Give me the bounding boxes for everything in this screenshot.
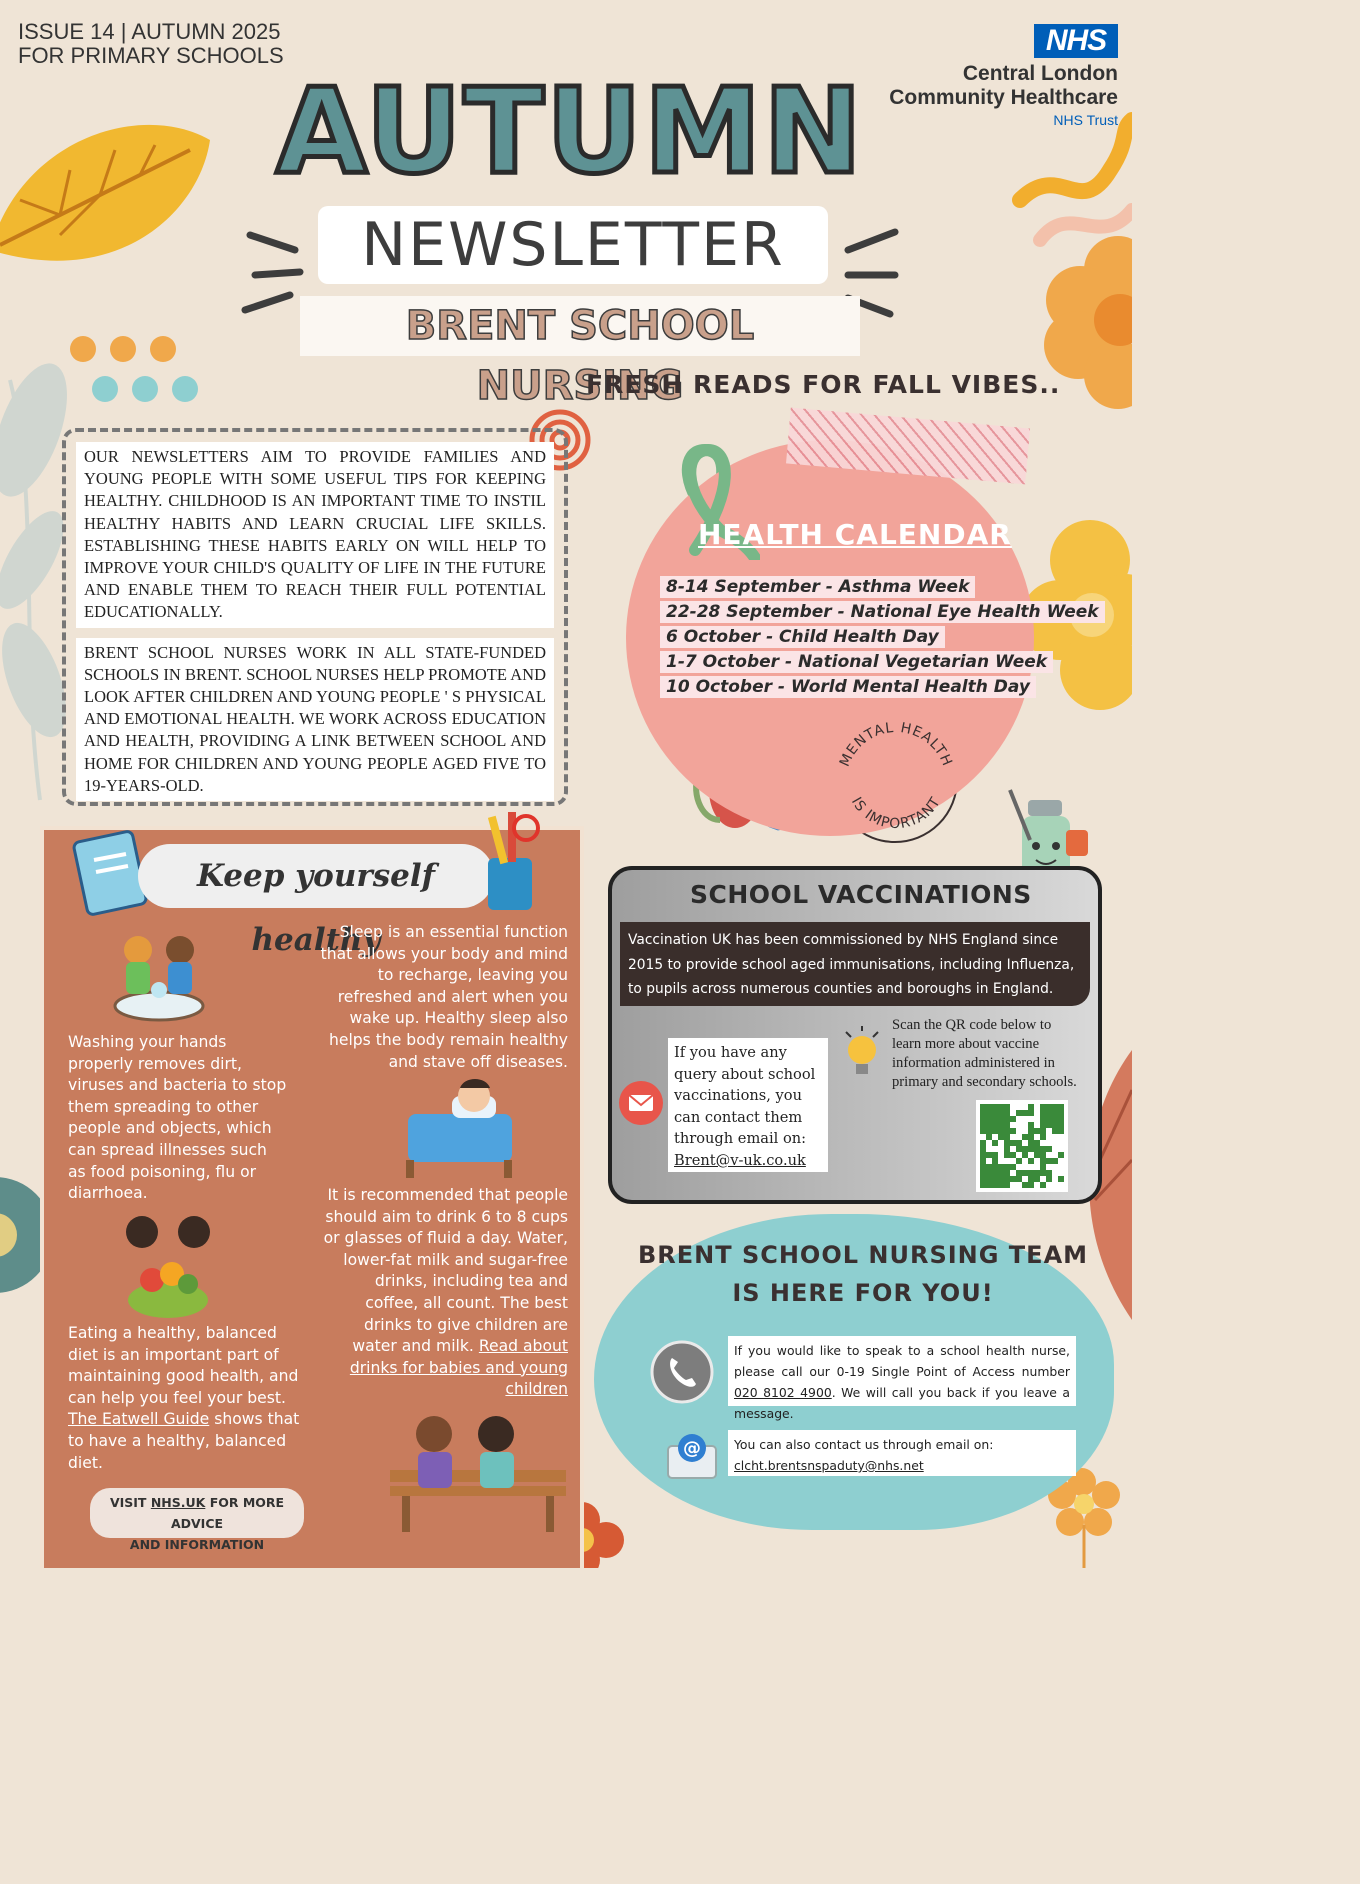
issue-line: ISSUE 14 | AUTUMN 2025 [18,19,281,44]
tagline: FRESH READS FOR FALL VIBES.. [586,370,1061,399]
calendar-item[interactable]: 22-28 September - National Eye Health Week [660,601,1105,623]
eatwell-guide-link[interactable]: The Eatwell Guide [68,1410,210,1429]
email-contact-box [728,1430,1076,1476]
visit-line2: AND INFORMATION [129,1537,265,1552]
svg-text:@: @ [683,1438,701,1459]
health-calendar-heading: HEALTH CALENDAR [698,518,1012,551]
calendar-item[interactable]: 10 October - World Mental Health Day [660,676,1036,698]
sleeping-child-illustration [404,1074,516,1180]
phone-text: If you would like to speak to a school health nurse, please call our 0-19 Single Point of Access number [734,1343,1070,1379]
kids-on-bench-illustration [384,1408,574,1534]
handwashing-illustration [104,926,214,1032]
intro-box [62,428,568,806]
yellow-leaf-icon [0,125,210,261]
drinks-paragraph: It is recommended that people should aim to drink 6 to 8 cups or glasses of fluid a day. Water, lower-fat milk and sugar-free drinks, including tea and coffee, all count. The best drinks to give children are water and milk. [323,1186,568,1356]
visit-post: FOR MORE ADVICE [170,1495,285,1531]
school-vaccinations-title: SCHOOL VACCINATIONS [690,880,1032,909]
visit-pre: VISIT [109,1495,147,1510]
keep-healthy-title: Keep yourself healthy [138,844,494,908]
mail-icon [618,1080,664,1126]
pencil-cup-icon [478,806,548,916]
yellow-squiggle-icon [1020,120,1132,200]
drinks-text [318,1185,568,1401]
intro-paragraph: BRENT SCHOOL NURSES WORK IN ALL STATE-FUNDED SCHOOLS IN BRENT. SCHOOL NURSES HELP PROMOTE AND LOOK AFTER CHILDREN AND YOUNG PEOPLE ' S PHYSICAL AND EMOTIONAL HEALTH. WE WORK ACROSS EDUCATION AND HEALTH, PROVIDING A LINK BETWEEN SCHOOL AND HOME FOR CHILDREN AND YOUNG PEOPLE AGED FIVE TO 19-YEARS-OLD. [76,638,554,801]
handwashing-text: Washing your hands properly removes dirt, viruses and bacteria to stop them spreading to other people and objects, which can spread illnesses such as food poisoning, flu or diarrhoea. [68,1033,287,1203]
trust-name-line1: Central London [962,62,1118,85]
nhs-uk-link[interactable]: NHS.UK [150,1495,206,1510]
vaccination-email-link[interactable]: Brent@v-uk.co.uk [674,1151,806,1169]
title-brent-school-nursing: BRENT SCHOOL NURSING [300,296,860,356]
phone-number-link[interactable]: 020 8102 4900 [734,1385,832,1400]
sleep-text: Sleep is an essential function that allows your body and mind to recharge, leaving you refreshed and alert when you wake up. Healthy sleep also helps the body remain healthy and stave off diseases. [320,923,568,1071]
trust-name-line2: Community Healthcare [889,86,1118,109]
calendar-item: 6 October - Child Health Day [660,626,945,648]
team-email-link[interactable]: clcht.brentsnspaduty@nhs.net [734,1458,924,1473]
trust-subtitle: NHS Trust [1053,112,1118,128]
qr-code-pattern [980,1104,1064,1188]
title-newsletter: NEWSLETTER [318,206,828,284]
phone-text-end: . We will call you back if you leave a message. [734,1385,1071,1421]
nursing-team-title-line1: BRENT SCHOOL NURSING TEAM [637,1241,1089,1269]
svg-text:IS IMPORTANT [848,794,944,832]
calendar-item: 1-7 October - National Vegetarian Week [660,651,1053,673]
vaccination-query-text: If you have any query about school vaccinations, you can contact them through email on: [674,1044,816,1148]
nursing-team-title [628,1236,1098,1312]
nhs-logo: NHS [1034,24,1118,58]
email-at-icon [664,1430,720,1482]
nursing-team-title-line2: IS HERE FOR YOU! [732,1279,994,1307]
health-calendar-list [660,576,1105,701]
diet-text [68,1323,304,1474]
mental-health-badge [826,712,966,852]
email-text: You can also contact us through email on: [734,1437,994,1452]
vaccination-query-box [668,1038,828,1172]
peach-squiggle-icon [1040,210,1132,240]
phone-icon [650,1340,714,1404]
qr-code[interactable] [976,1100,1068,1192]
calendar-item: 8-14 September - Asthma Week [660,576,975,598]
lightbulb-icon [842,1026,882,1082]
vaccinations-description: Vaccination UK has been commissioned by NHS England since 2015 to provide school aged immunisations, including Influenza, to pupils across numerous counties and boroughs in England. [620,922,1090,1006]
diet-text-part2: shows that to have a healthy, balanced diet. [68,1410,300,1472]
diet-text-part1: Eating a healthy, balanced diet is an important part of maintaining good health, and can help you feel your best. [68,1324,299,1407]
phone-contact-box [728,1336,1076,1421]
visit-nhs-badge [90,1488,304,1552]
drinks-link[interactable]: Read about drinks for babies and young children [349,1337,568,1399]
decorative-dots [70,336,180,406]
svg-text:MENTAL HEALTH [837,720,955,769]
audience-line: FOR PRIMARY SCHOOLS [18,43,284,68]
issue-info [18,20,284,68]
qr-instructions: Scan the QR code below to learn more about vaccine information administered in primary and secondary schools. [892,1017,1077,1090]
badge-bottom-text: IS IMPORTANT [847,794,945,833]
badge-top-text: MENTAL HEALTH [836,719,956,770]
trust-name [889,62,1118,130]
title-autumn: AUTUMN [276,62,864,200]
intro-paragraph: OUR NEWSLETTERS AIM TO PROVIDE FAMILIES AND YOUNG PEOPLE WITH SOME USEFUL TIPS FOR KEEPING HEALTHY. CHILDHOOD IS AN IMPORTANT TIME TO INSTIL HEALTHY HABITS AND LEARN CRUCIAL LIFE SKILLS. ESTABLISHING THESE HABITS EARLY ON WILL HELP TO IMPROVE YOUR CHILD'S QUALITY OF LIFE IN THE FUTURE AND ENABLE THEM TO REACH THEIR FULL POTENTIAL EDUCATIONALLY. [76,442,554,628]
healthy-food-illustration [112,1208,222,1324]
